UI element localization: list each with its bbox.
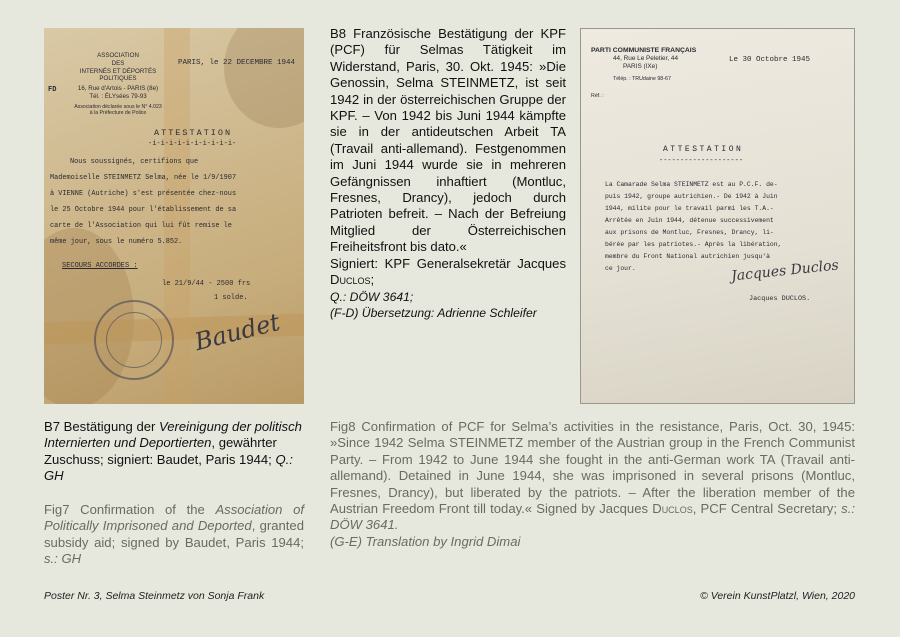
b8-title-underline: -------------------- — [659, 157, 744, 165]
caption-b8-en-source: s.: DÖW 3641. — [330, 501, 855, 533]
b7-amount-note: 1 solde. — [214, 294, 248, 302]
footer-copyright: © Verein KunstPlatzl, Wien, 2020 — [700, 590, 855, 602]
footer-poster-credit: Poster Nr. 3, Selma Steinmetz von Sonja Frank — [44, 590, 265, 602]
attestation-b7-image: ASSOCIATION DES INTERNÉS ET DÉPORTÉS POLITIQUES 16, Rue d'Artois - PARIS (8e) Tél. : ÉLYsées 79-93 Association déclarée sous le N° 4.023 à la Préfecture de Police FD PARIS, le 22 DECEMBRE 1944 ATTESTATION -i-i-i-i-i-i-i-i-i-i- Nous soussignés, certifions que Mademoiselle STEINMETZ Selma, née le 1/9/1907 à VIENNE (Autriche) s'est présentée chez-nous le 25 Octobre 1944 pour l'établissement de sa carte de l'Association qui lui fût remise le même jour, sous le numéro 5.852. SECOURS ACCORDES : le 21/9/44 - 2500 frs 1 solde. Baudet — [44, 28, 304, 404]
b8-title: ATTESTATION — [663, 145, 744, 154]
b8-letterhead: PARTI COMMUNISTE FRANÇAIS 44, Rue Le Peletier, 44 PARIS (IXe) Télép. : TRUdaine 98-67 Réf. : — [591, 47, 697, 100]
caption-b8-en-translation: (G-E) Translation by Ingrid Dimai — [330, 533, 521, 549]
caption-b8-translation: (F-D) Übersetzung: Adrienne Schleifer — [330, 305, 537, 320]
b7-amount: le 21/9/44 - 2500 frs — [162, 280, 251, 288]
caption-b7-source: Q.: GH — [44, 451, 293, 484]
b7-stamp-inner — [106, 312, 162, 368]
caption-b8-german: B8 Französische Bestätigung der KPF (PCF) für Selmas Tätigkeit im Widerstand, Paris, 30. Okt. 1945: »Die Genossin, Selma STEINMETZ, ist seit 1942 in der österreichischen Gruppe der KPF. – Von 1942 bis Juni 1944 kämpfte sie in der antideutschen Arbeit TA (Travail anti-allemand). Festgenommen im Juni 1944 wurde sie in mehreren Gefängnissen inhaftiert (Montluc, Fresnes, Drancy), jedoch durch Patrioten befreit. – Nach der Befreiung Mitglied der Österreichischen Freiheitsfront bis dato.« Signiert: KPF Generalsekretär Jacques Duclos; Q.: DÖW 3641; (F-D) Übersetzung: Adrienne Schleifer — [330, 26, 566, 320]
b7-secours: SECOURS ACCORDES : — [62, 262, 138, 270]
b7-title: ATTESTATION — [154, 128, 233, 138]
b8-signature: Jacques Duclos — [730, 257, 840, 285]
b7-margin-mark: FD — [48, 86, 57, 94]
b8-date: Le 30 Octobre 1945 — [729, 56, 811, 64]
b7-letterhead: ASSOCIATION DES INTERNÉS ET DÉPORTÉS POLITIQUES 16, Rue d'Artois - PARIS (8e) Tél. : ÉLYsées 79-93 Association déclarée sous le N° 4.023 à la Préfecture de Police — [74, 52, 162, 116]
caption-b7-english: Fig7 Confirmation of the Association of Politically Imprisoned and Deported, granted subsidy aid; signed by Baudet, Paris 1944; s.: GH — [44, 502, 304, 567]
b8-signer: Jacques DUCLOS. — [749, 295, 811, 303]
caption-b8-source: Q.: DÖW 3641; — [330, 289, 414, 304]
caption-b8-english: Fig8 Confirmation of PCF for Selma’s activities in the resistance, Paris, Oct. 30, 1945: »Since 1942 Selma STEINMETZ member of the Austrian group in the French Communist Party. – From 1942 to June 1944 she fought in the anti-German work TA (Travail anti-allemand). Detained in June 1944, she was imprisoned in several prisons (Montluc, Fresnes, Drancy), but liberated by the patriots. – After the liberation member of the Austrian Freedom Front till today.« Signed by Jacques Duclos, PCF Central Secretary; s.: DÖW 3641. (G-E) Translation by Ingrid Dimai — [330, 419, 855, 549]
b7-date: PARIS, le 22 DECEMBRE 1944 — [178, 59, 296, 67]
caption-b7-en-source: s.: GH — [44, 551, 82, 567]
b7-title-underline: -i-i-i-i-i-i-i-i-i-i- — [148, 140, 237, 148]
attestation-b8-image: PARTI COMMUNISTE FRANÇAIS 44, Rue Le Peletier, 44 PARIS (IXe) Télép. : TRUdaine 98-67 Réf. : Le 30 Octobre 1945 ATTESTATION -------------------- La Camarade Selma STEINMETZ est au P.C.F. de- puis 1942, groupe autrichien.- De 1942 à Juin 1944, milite pour le travail parmi les T.A.- Arrêtée en Juin 1944, détenue successivement aux prisons de Montluc, Fresnes, Drancy, li- bérée par les patriotes.- Après la libération, membre du Front National autrichien jusqu'à ce jour. Jacques Duclos Jacques DUCLOS. — [580, 28, 855, 404]
b7-signature: Baudet — [191, 307, 283, 357]
caption-b7-german: B7 Bestätigung der Vereinigung der politisch Internierten und Deportierten, gewährter Zuschuss; signiert: Baudet, Paris 1944; Q.: GH — [44, 419, 302, 484]
